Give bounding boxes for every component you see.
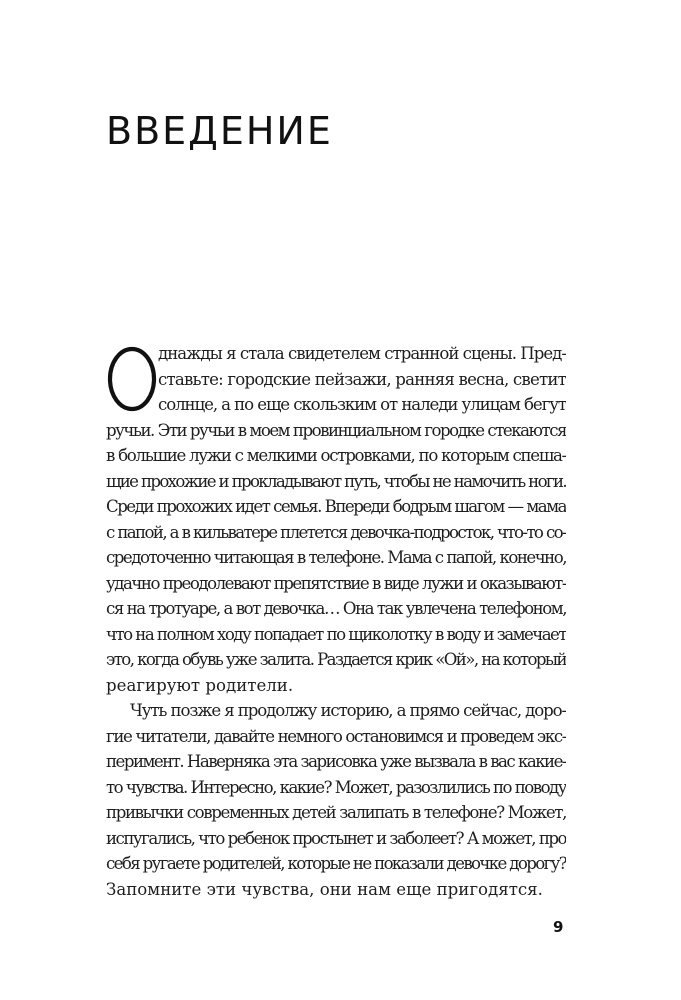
text-line: это, когда обувь уже залита. Раздается крик «Ой», на который [106, 650, 566, 669]
text-line: ставьте: городские пейзажи, ранняя весна, светит [158, 369, 566, 389]
text-line: перимент. Наверняка эта зарисовка уже вызвала в вас какие- [106, 752, 566, 771]
text-line: то чувства. Интересно, какие? Может, разозлились по поводу [106, 777, 566, 797]
text-line: реагируют родители. [106, 675, 294, 695]
text-line: Чуть позже я продолжу историю, а прямо сейчас, доро- [130, 701, 566, 720]
text-line: в большие лужи с мелкими островками, по которым спеша- [106, 446, 566, 465]
text-line: щие прохожие и прокладывают путь, чтобы не намочить ноги. [106, 471, 566, 491]
text-line: привычки современных детей залипать в телефоне? Может, [106, 803, 566, 822]
text-line: ся на тротуаре, а вот девочка… Она так увлечена телефоном, [106, 599, 566, 618]
text-line: что на полном ходу попадает по щиколотку в воду и замечает [106, 624, 566, 644]
text-line: с папой, а в кильватере плетется девочка-подросток, что-то со- [106, 522, 566, 542]
chapter-title: ВВЕДЕНИЕ [106, 109, 333, 153]
text-line: Запомните эти чувства, они нам еще пригодятся. [106, 879, 543, 899]
text-line: солнце, а по еще скользким от наледи улицам бегут [158, 395, 566, 414]
text-line: себя ругаете родителей, которые не показали девочке дорогу? [106, 854, 566, 873]
text-line: днажды я стала свидетелем странной сцены. Пред- [158, 344, 566, 363]
text-line: удачно преодолевают препятствие в виде лужи и оказывают- [106, 573, 566, 593]
paragraph-2 [106, 698, 566, 902]
text-line: Среди прохожих идет семья. Впереди бодрым шагом — мама [106, 497, 566, 516]
text-line: ручьи. Эти ручьи в моем провинциальном городке стекаются [106, 420, 566, 440]
text-line: средоточенно читающая в телефоне. Мама с папой, конечно, [106, 548, 566, 567]
paragraph-1 [106, 341, 566, 698]
text-line: испугались, что ребенок простынет и заболеет? А может, про [106, 828, 566, 848]
text-line: гие читатели, давайте немного остановимся и проведем экс- [106, 726, 566, 746]
page-number: 9 [553, 918, 564, 936]
body-text [106, 341, 566, 902]
